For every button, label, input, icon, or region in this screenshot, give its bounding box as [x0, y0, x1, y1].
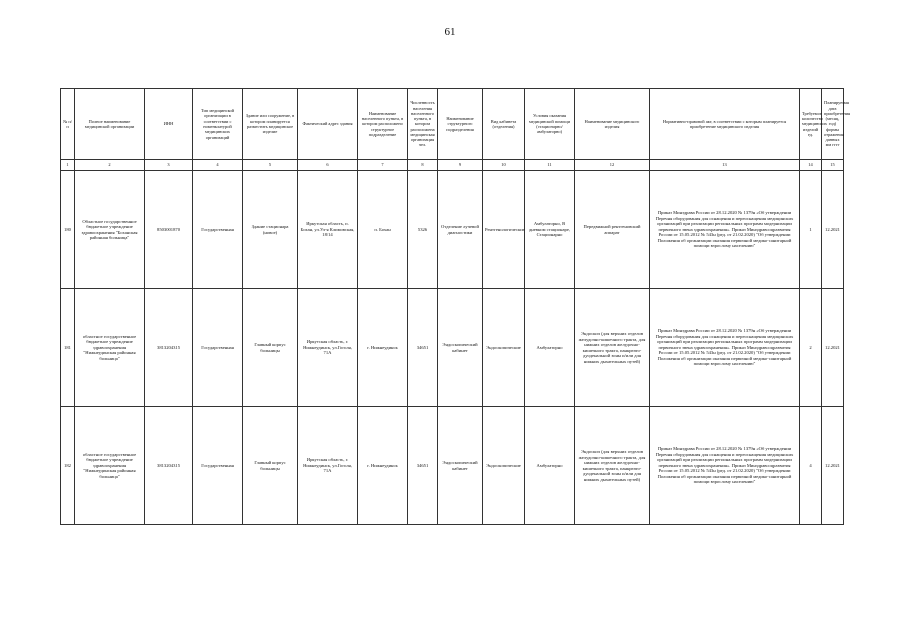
quantity-cell: 4	[800, 407, 822, 525]
header-cell: Полное наименование медицинской организации	[75, 89, 145, 160]
table-row	[61, 289, 844, 407]
column-number: 6	[298, 160, 358, 171]
purchase-date-cell: 12.2021	[822, 407, 844, 525]
column-number: 2	[75, 160, 145, 171]
building-cell: Главный корпус больницы	[243, 289, 298, 407]
legal-act-cell: Приказ Минздрава России от 28.12.2020 № 1379н «Об утверждении Перечня оборудования для оснащения и переоснащения медицинских организаций при реализации региональных программ модернизации первичного звена здравоохранения». Приказ Минздравсоцразвития России от 15.05.2012 № 543н (ред. от 21.02.2020) "Об утверждении Положения об организации оказания первичной медико-санитарной помощи взрослому населению"	[650, 289, 800, 407]
legal-act-cell: Приказ Минздрава России от 28.12.2020 № 1379н «Об утверждении Перечня оборудования для оснащения и переоснащения медицинских организаций при реализации региональных программ модернизации первичного звена здравоохранения». Приказ Минздравсоцразвития России от 15.05.2012 № 543н (ред. от 21.02.2020) "Об утверждении Положения об организации оказания первичной медико-санитарной помощи взрослому населению"	[650, 171, 800, 289]
header-cell: Наименование населенного пункта, в котором расположено структурное подразделение	[358, 89, 408, 160]
purchase-date-cell: 12.2021	[822, 289, 844, 407]
subdivision-cell: Эндоскопический кабинет	[438, 289, 483, 407]
population-cell: 5326	[408, 171, 438, 289]
device-name-cell: Передвижной рентгеновский аппарат	[575, 171, 650, 289]
column-number: 9	[438, 160, 483, 171]
building-cell: Здание стационара (новое)	[243, 171, 298, 289]
header-cell: Здание или сооружение, в котором планируется разместить медицинское изделие	[243, 89, 298, 160]
header-cell: Тип медицинской организации в соответствии с номенклатурой медицинских организаций	[193, 89, 243, 160]
row-number-cell: 181	[61, 289, 75, 407]
header-cell: Фактический адрес здания	[298, 89, 358, 160]
address-cell: Иркутская область, г. Нижнеудинск, ул.Гоголя, 71А	[298, 407, 358, 525]
quantity-cell: 1	[800, 171, 822, 289]
header-cell: № п/п	[61, 89, 75, 160]
row-number-cell: 182	[61, 407, 75, 525]
cabinet-type-cell: Эндоскопические	[483, 407, 525, 525]
organization-name-cell: Областное государственное бюджетное учреждение здравоохранения "Боханская районная больница"	[75, 171, 145, 289]
address-cell: Иркутская область, п. Бохан, ул.Ул-я Климовская, 18/14	[298, 171, 358, 289]
legal-act-cell: Приказ Минздрава России от 28.12.2020 № 1379н «Об утверждении Перечня оборудования для оснащения и переоснащения медицинских организаций при реализации региональных программ модернизации первичного звена здравоохранения». Приказ Минздравсоцразвития России от 15.05.2012 № 543н (ред. от 21.02.2020) "Об утверждении Положения об организации оказания первичной медико-санитарной помощи взрослому населению"	[650, 407, 800, 525]
table-row	[61, 171, 844, 289]
organization-name-cell: областное государственное бюджетное учреждение здравоохранения "Нижнеудинская районная больница"	[75, 407, 145, 525]
inn-cell: 8503001870	[145, 171, 193, 289]
column-number: 5	[243, 160, 298, 171]
header-cell: Планируемая дата приобретения (месяц, год) формы отражения данных мм гггг	[822, 89, 844, 160]
column-number: 14	[800, 160, 822, 171]
population-cell: 34651	[408, 289, 438, 407]
column-number: 11	[525, 160, 575, 171]
purchase-date-cell: 12.2021	[822, 171, 844, 289]
organization-type-cell: Государственная	[193, 289, 243, 407]
population-cell: 34651	[408, 407, 438, 525]
header-cell: Наименование медицинского изделия	[575, 89, 650, 160]
building-cell: Главный корпус больницы	[243, 407, 298, 525]
device-name-cell: Эндоскоп (для верхних отделов желудочно-кишечного тракта, для нижних отделов желудочно-кишечного тракта, панкреато-дуоденальной зоны и/или для нижних дыхательных путей)	[575, 407, 650, 525]
care-conditions-cell: Амбулаторно, В дневном стационаре, Стационарно	[525, 171, 575, 289]
column-number: 1	[61, 160, 75, 171]
inn-cell: 3813204315	[145, 289, 193, 407]
cabinet-type-cell: Эндоскопические	[483, 289, 525, 407]
page-number: 61	[444, 26, 456, 38]
header-cell: Вид кабинета (отделения)	[483, 89, 525, 160]
column-number: 15	[822, 160, 844, 171]
column-number: 4	[193, 160, 243, 171]
header-cell: Требуемое количество медицинских изделий ед.	[800, 89, 822, 160]
cabinet-type-cell: Рентгенологические	[483, 171, 525, 289]
care-conditions-cell: Амбулаторно	[525, 289, 575, 407]
settlement-cell: г. Нижнеудинск	[358, 407, 408, 525]
column-number: 12	[575, 160, 650, 171]
inn-cell: 3813204315	[145, 407, 193, 525]
care-conditions-cell: Амбулаторно	[525, 407, 575, 525]
medical-equipment-table	[60, 88, 851, 525]
header-cell: Численность населения населенного пункта, в котором расположена медицинская организация чел.	[408, 89, 438, 160]
subdivision-cell: Отделение лучевой диагностики	[438, 171, 483, 289]
column-number: 7	[358, 160, 408, 171]
table-row	[61, 407, 844, 525]
header-cell: Наименование структурного подразделения	[438, 89, 483, 160]
header-cell: Нормативно-правовой акт, в соответствии с которым планируется приобретение медицинского изделия	[650, 89, 800, 160]
column-number: 10	[483, 160, 525, 171]
row-number-cell: 180	[61, 171, 75, 289]
header-row	[61, 89, 844, 160]
organization-type-cell: Государственная	[193, 407, 243, 525]
organization-type-cell: Государственная	[193, 171, 243, 289]
settlement-cell: п. Бохан	[358, 171, 408, 289]
device-name-cell: Эндоскоп (для верхних отделов желудочно-кишечного тракта, для нижних отделов желудочно-кишечного тракта, панкреато-дуоденальной зоны и/или для нижних дыхательных путей)	[575, 289, 650, 407]
header-cell: Условия оказания медицинской помощи (стационарно/амбулаторно)	[525, 89, 575, 160]
column-number: 13	[650, 160, 800, 171]
organization-name-cell: областное государственное бюджетное учреждение здравоохранения "Нижнеудинская районная больница"	[75, 289, 145, 407]
header-cell: ИНН	[145, 89, 193, 160]
column-number-row	[61, 160, 844, 171]
subdivision-cell: Эндоскопический кабинет	[438, 407, 483, 525]
column-number: 8	[408, 160, 438, 171]
address-cell: Иркутская область, г. Нижнеудинск, ул.Гоголя, 71А	[298, 289, 358, 407]
settlement-cell: г. Нижнеудинск	[358, 289, 408, 407]
quantity-cell: 2	[800, 289, 822, 407]
column-number: 3	[145, 160, 193, 171]
